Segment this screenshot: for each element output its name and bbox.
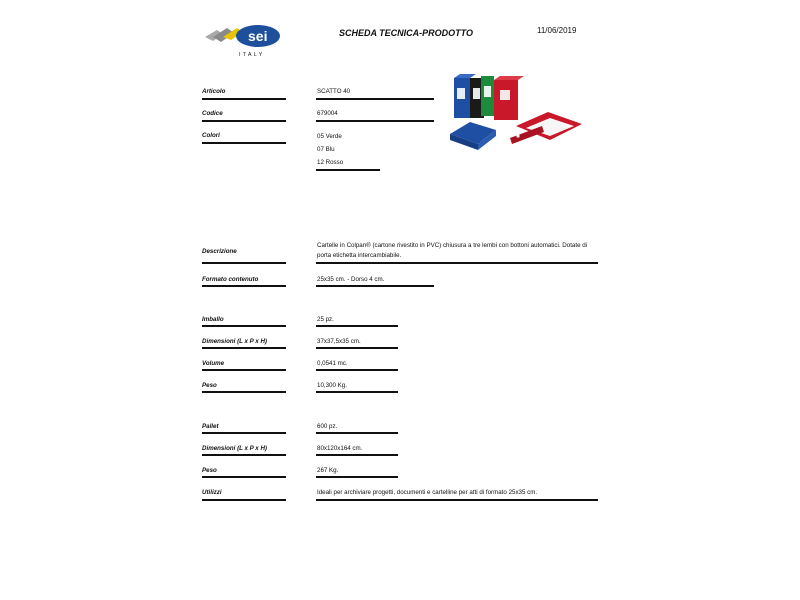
- divider: [316, 285, 434, 287]
- label-descrizione: Descrizione: [202, 248, 237, 255]
- label-codice: Codice: [202, 110, 223, 117]
- divider: [316, 325, 398, 327]
- divider: [316, 476, 398, 478]
- value-peso-imballo: 10,300 Kg.: [317, 382, 347, 389]
- value-peso-pallet: 267 Kg.: [317, 467, 339, 474]
- value-formato: 25x35 cm. - Dorso 4 cm.: [317, 276, 385, 283]
- divider: [202, 454, 286, 456]
- divider: [202, 142, 286, 144]
- divider: [202, 369, 286, 371]
- divider: [316, 347, 398, 349]
- value-codice: 679004: [317, 110, 338, 117]
- value-dimensioni-pallet: 80x120x164 cm.: [317, 445, 363, 452]
- value-articolo: SCATTO 40: [317, 88, 351, 95]
- value-descrizione: Cartelle in Colpan® (cartone rivestito in PVC) chiusura a tre lembi con bottoni automatici. Dotate di porta etichetta intercambiabile.: [317, 242, 588, 259]
- label-peso-pallet: Peso: [202, 467, 217, 474]
- divider: [202, 98, 286, 100]
- label-utilizzi: Utilizzi: [202, 489, 222, 496]
- divider: [202, 391, 286, 393]
- label-dimensioni-pallet: Dimensioni (L x P x H): [202, 445, 267, 452]
- value-colore-3: 12 Rosso: [317, 159, 344, 166]
- divider: [316, 262, 598, 264]
- label-dimensioni-imballo: Dimensioni (L x P x H): [202, 338, 267, 345]
- divider: [316, 169, 380, 171]
- divider: [202, 499, 286, 501]
- divider: [316, 391, 398, 393]
- product-photo: [448, 74, 584, 162]
- logo-subtext: ITALY: [239, 52, 265, 58]
- value-utilizzi: Ideali per archiviare progetti, documenti e cartelline per atti di formato 25x35 cm.: [317, 489, 538, 496]
- label-imballo: Imballo: [202, 316, 224, 323]
- value-pallet: 600 pz.: [317, 423, 338, 430]
- label-pallet: Pallet: [202, 423, 219, 430]
- divider: [202, 285, 286, 287]
- label-formato: Formato contenuto: [202, 276, 259, 283]
- value-colore-2: 07 Blu: [317, 146, 335, 153]
- divider: [202, 476, 286, 478]
- svg-text:sei: sei: [248, 28, 268, 44]
- label-colori: Colori: [202, 132, 220, 139]
- divider: [316, 120, 434, 122]
- divider: [316, 98, 434, 100]
- value-colore-1: 05 Verde: [317, 133, 342, 140]
- divider: [316, 454, 398, 456]
- label-peso-imballo: Peso: [202, 382, 217, 389]
- divider: [316, 499, 598, 501]
- value-imballo: 25 pz.: [317, 316, 334, 323]
- divider: [202, 347, 286, 349]
- sei-logo-mark: [203, 22, 283, 52]
- sei-logo: [203, 22, 283, 64]
- label-articolo: Articolo: [202, 88, 226, 95]
- value-dimensioni-imballo: 37x37,5x35 cm.: [317, 338, 361, 345]
- divider: [316, 369, 398, 371]
- divider: [202, 432, 286, 434]
- label-volume: Volume: [202, 360, 225, 367]
- divider: [316, 432, 398, 434]
- divider: [202, 325, 286, 327]
- page-title: SCHEDA TECNICA-PRODOTTO: [339, 28, 474, 38]
- divider: [202, 120, 286, 122]
- divider: [202, 262, 286, 264]
- document-date: 11/06/2019: [537, 26, 577, 35]
- value-volume: 0,0541 mc.: [317, 360, 348, 367]
